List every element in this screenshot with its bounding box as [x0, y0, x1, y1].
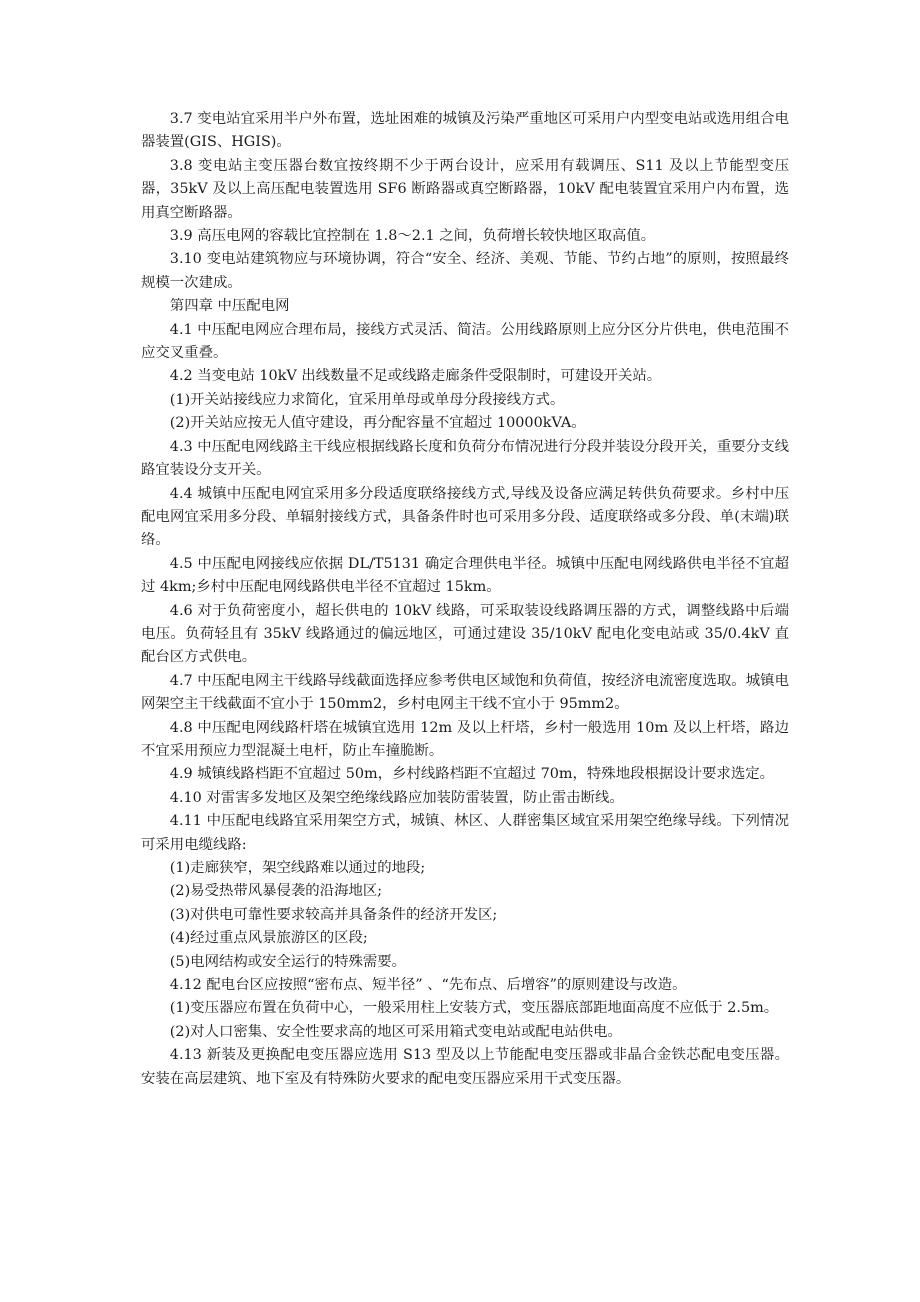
paragraph-4-12: 4.12 配电台区应按照“密布点、短半径” 、“先布点、后增容”的原则建设与改造。 — [169, 977, 687, 994]
paragraph-4-5: 4.5 中压配电网接线应依据 DL/T5131 确定合理供电半径。城镇中压配电网线路供电半径不宜超过 4km;乡村中压配电网线路供电半径不宜超过 15km。 — [141, 555, 789, 596]
list-item: (5)电网结构或安全运行的特殊需要。 — [169, 953, 407, 970]
paragraph-4-3: 4.3 中压配电网线路主干线应根据线路长度和负荷分布情况进行分段并装设分段开关，重要分支线路宜装设分支开关。 — [141, 438, 789, 479]
list-item: (2)开关站应按无人值守建设，再分配容量不宜超过 10000kVA。 — [169, 415, 586, 432]
paragraph-4-8: 4.8 中压配电网线路杆塔在城镇宜选用 12m 及以上杆塔，乡村一般选用 10m 及以上杆塔，路边不宜采用预应力型混凝土电杆，防止车撞脆断。 — [141, 719, 789, 759]
paragraph-4-7: 4.7 中压配电网主干线路导线截面选择应参考供电区域饱和负荷值，按经济电流密度选取。城镇电网架空主干线截面不宜小于 150mm2，乡村电网主干线不宜小于 95mm2。 — [141, 672, 789, 713]
chapter-heading: 第四章 中压配电网 — [169, 298, 290, 315]
paragraph-4-1: 4.1 中压配电网应合理布局，接线方式灵活、简洁。公用线路原则上应分区分片供电，供电范围不应交叉重叠。 — [141, 321, 789, 362]
paragraph-3-7: 3.7 变电站宜采用半户外布置，选址困难的城镇及污染严重地区可采用户内型变电站或选用组合电器装置(GIS、HGIS)。 — [141, 111, 789, 151]
list-item: (3)对供电可靠性要求较高并具备条件的经济开发区; — [169, 906, 498, 923]
paragraph-4-2: 4.2 当变电站 10kV 出线数量不足或线路走廊条件受限制时，可建设开关站。 — [169, 368, 662, 385]
paragraph-3-8: 3.8 变电站主变压器台数宜按终期不少于两台设计，应采用有载调压、S11 及以上节能型变压器，35kV 及以上高压配电装置选用 SF6 断路器或真空断路器，10kV 配电装置宜采用户内布置，选用真空断路器。 — [141, 157, 789, 221]
list-item: (2)对人口密集、安全性要求高的地区可采用箱式变电站或配电站供电。 — [169, 1023, 622, 1040]
paragraph-3-10: 3.10 变电站建筑物应与环境协调，符合“安全、经济、美观、节能、节约占地”的原则，按照最终规模一次建成。 — [141, 251, 789, 291]
list-item: (1)走廊狭窄，架空线路难以通过的地段; — [169, 860, 426, 876]
document-body — [141, 108, 789, 1091]
paragraph-4-13: 4.13 新装及更换配电变压器应选用 S13 型及以上节能配电变压器或非晶合金铁芯配电变压器。安装在高层建筑、地下室及有特殊防火要求的配电变压器应采用干式变压器。 — [141, 1047, 789, 1087]
list-item: (4)经过重点风景旅游区的区段; — [169, 930, 368, 947]
paragraph-4-11: 4.11 中压配电线路宜采用架空方式，城镇、林区、人群密集区域宜采用架空绝缘导线。下列情况可采用电缆线路: — [141, 813, 789, 853]
paragraph-4-9: 4.9 城镇线路档距不宜超过 50m，乡村线路档距不宜超过 70m，特殊地段根据设计要求选定。 — [169, 766, 774, 783]
paragraph-4-10: 4.10 对雷害多发地区及架空绝缘线路应加装防雷装置，防止雷击断线。 — [169, 789, 624, 806]
paragraph-4-6: 4.6 对于负荷密度小，超长供电的 10kV 线路，可采取装设线路调压器的方式，调整线路中后端电压。负荷轻且有 35kV 线路通过的偏远地区，可通过建设 35/10kV 配电化变电站或 35/0.4kV 直配台区方式供电。 — [141, 602, 789, 666]
list-item: (1)变压器应布置在负荷中心，一般采用柱上安装方式，变压器底部距地面高度不应低于 2.5m。 — [169, 1000, 779, 1017]
paragraph-3-9: 3.9 高压电网的容载比宜控制在 1.8～2.1 之间，负荷增长较快地区取高值。 — [169, 228, 656, 245]
paragraph-4-4: 4.4 城镇中压配电网宜采用多分段适度联络接线方式,导线及设备应满足转供负荷要求。乡村中压配电网宜采用多分段、单辐射接线方式，具备条件时也可采用多分段、适度联络或多分段、单(末端)联络。 — [141, 485, 789, 549]
list-item: (2)易受热带风暴侵袭的沿海地区; — [169, 883, 383, 900]
list-item: (1)开关站接线应力求简化，宜采用单母或单母分段接线方式。 — [169, 391, 565, 408]
